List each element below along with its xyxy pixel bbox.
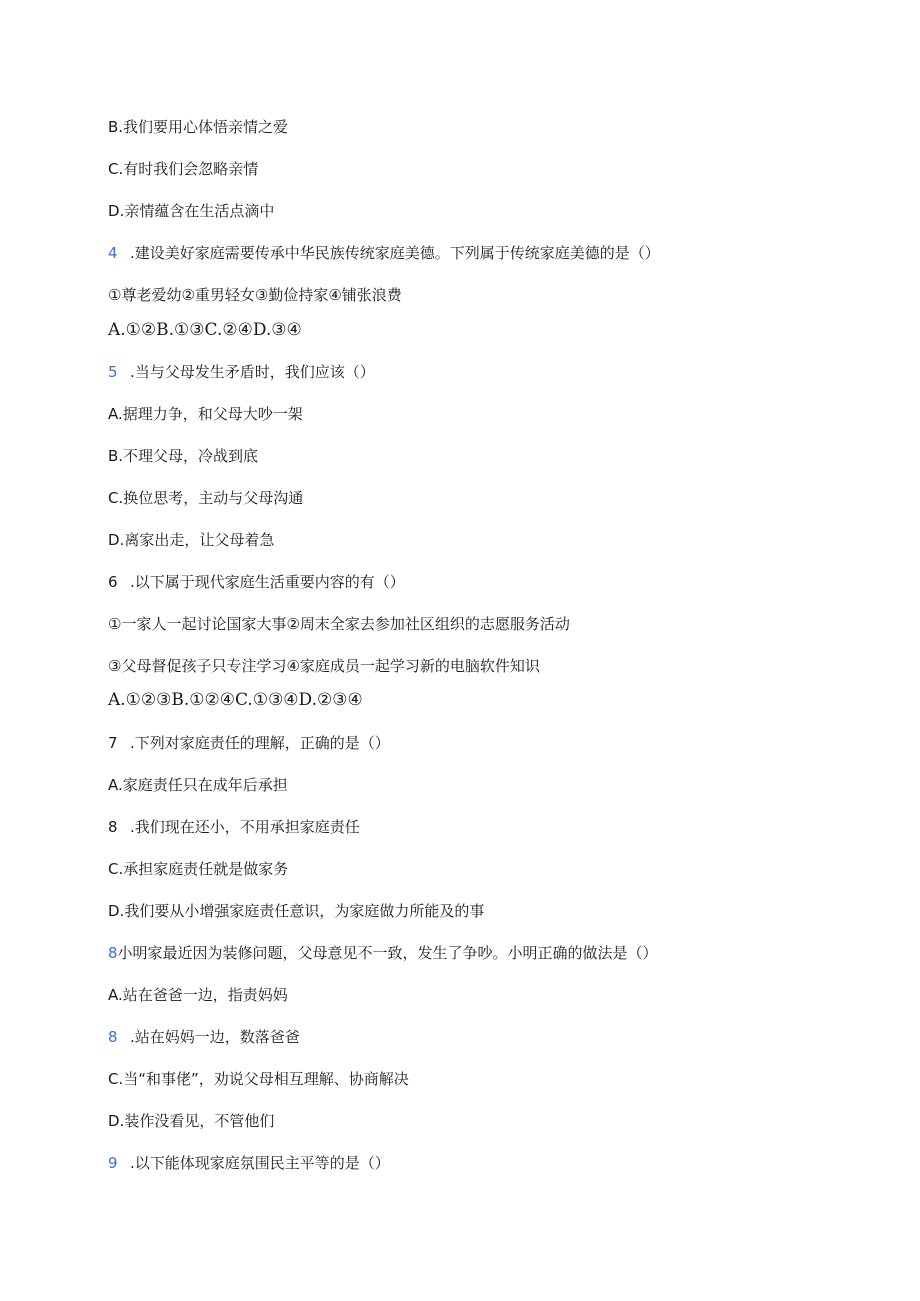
statement-line [108, 656, 540, 676]
question-number: 8 [108, 1028, 118, 1046]
line-text: .以下能体现家庭氛围民主平等的是（） [130, 1154, 390, 1172]
line-text: D.离家出走，让父母着急 [108, 531, 275, 549]
line-text: D.亲情蕴含在生活点滴中 [108, 202, 275, 220]
line-text: ③父母督促孩子只专注学习④家庭成员一起学习新的电脑软件知识 [108, 657, 540, 675]
question-line [108, 1153, 390, 1173]
question-number: 6 [108, 573, 118, 591]
line-text: A.家庭责任只在成年后承担 [108, 776, 288, 794]
question-number: 4 [108, 244, 118, 262]
option-line [108, 404, 303, 424]
line-text: .下列对家庭责任的理解，正确的是（） [130, 734, 390, 752]
option-line [108, 201, 274, 221]
line-text: 小明家最近因为装修问题，父母意见不一致，发生了争吵。小明正确的做法是（） [117, 944, 658, 962]
line-text: .以下属于现代家庭生活重要内容的有（） [130, 573, 405, 591]
question-line [108, 943, 658, 963]
option-line [108, 690, 363, 710]
line-text: .建设美好家庭需要传承中华民族传统家庭美德。下列属于传统家庭美德的是（） [130, 244, 660, 262]
option-line [108, 159, 258, 179]
line-text: C.换位思考，主动与父母沟通 [108, 489, 304, 507]
question-number: 5 [108, 363, 118, 381]
statement-line [108, 614, 570, 634]
line-text: .当与父母发生矛盾时，我们应该（） [130, 363, 375, 381]
question-line [108, 243, 660, 263]
option-line [108, 117, 288, 137]
option-line [108, 817, 360, 837]
line-text: B.不理父母，冷战到底 [108, 447, 259, 465]
line-text: C.承担家庭责任就是做家务 [108, 860, 289, 878]
option-line [108, 775, 288, 795]
option-line [108, 1069, 409, 1089]
option-line [108, 985, 288, 1005]
question-number: 8 [108, 818, 118, 836]
question-number: 9 [108, 1154, 118, 1172]
option-line [108, 446, 258, 466]
option-line [108, 530, 274, 550]
line-text: A.①②B.①③C.②④D.③④ [108, 320, 302, 340]
line-text: .我们现在还小，不用承担家庭责任 [130, 818, 360, 836]
line-text: A.①②③B.①②④C.①③④D.②③④ [108, 690, 363, 710]
question-number: 8 [108, 944, 118, 962]
line-text: C.当“和事佬”，劝说父母相互理解、协商解决 [108, 1070, 409, 1088]
line-text: ①一家人一起讨论国家大事②周末全家去参加社区组织的志愿服务活动 [108, 615, 570, 633]
line-text: B.我们要用心体悟亲情之爱 [108, 118, 289, 136]
question-line [108, 572, 405, 592]
line-text: ①尊老爱幼②重男轻女③勤俭持家④铺张浪费 [108, 286, 402, 304]
statement-line [108, 285, 402, 305]
line-text: .站在妈妈一边，数落爸爸 [130, 1028, 300, 1046]
option-line [108, 488, 303, 508]
line-text: A.站在爸爸一边，指责妈妈 [108, 986, 288, 1004]
line-text: A.据理力争，和父母大吵一架 [108, 405, 303, 423]
question-line [108, 733, 390, 753]
option-line [108, 859, 288, 879]
option-line [108, 320, 302, 340]
question-number: 7 [108, 734, 118, 752]
option-line [108, 901, 484, 921]
question-line [108, 362, 375, 382]
line-text: C.有时我们会忽略亲情 [108, 160, 259, 178]
line-text: D.我们要从小增强家庭责任意识，为家庭做力所能及的事 [108, 902, 485, 920]
line-text: D.装作没看见，不管他们 [108, 1112, 275, 1130]
option-line [108, 1027, 300, 1047]
option-line [108, 1111, 274, 1131]
